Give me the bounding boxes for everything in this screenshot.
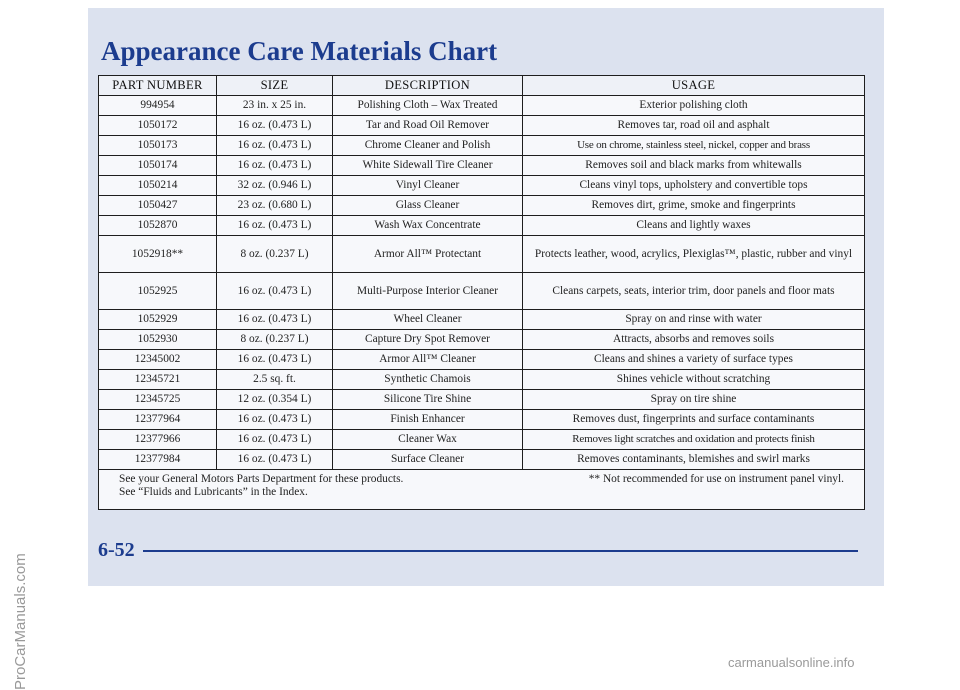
description-cell: Multi-Purpose Interior Cleaner: [333, 273, 523, 310]
description-cell: Polishing Cloth – Wax Treated: [333, 96, 523, 116]
usage-cell: Removes contaminants, blemishes and swirl marks: [523, 450, 865, 470]
usage-cell: Shines vehicle without scratching: [523, 370, 865, 390]
size-cell: 32 oz. (0.946 L): [217, 176, 333, 196]
size-cell: 8 oz. (0.237 L): [217, 330, 333, 350]
size-cell: 16 oz. (0.473 L): [217, 450, 333, 470]
usage-cell: Protects leather, wood, acrylics, Plexiglas™, plastic, rubber and vinyl: [523, 236, 865, 273]
description-cell: Chrome Cleaner and Polish: [333, 136, 523, 156]
part-number-cell: 12377964: [99, 410, 217, 430]
usage-cell: Removes dust, fingerprints and surface contaminants: [523, 410, 865, 430]
part-number-cell: 1052870: [99, 216, 217, 236]
side-watermark-text: ProCarManuals.com: [12, 553, 29, 690]
usage-cell: Spray on tire shine: [523, 390, 865, 410]
parts-note-line1: See your General Motors Parts Department for these products.: [119, 473, 404, 485]
description-cell: Wash Wax Concentrate: [333, 216, 523, 236]
page-rule: [143, 550, 858, 552]
header-description: DESCRIPTION: [333, 76, 523, 96]
part-number-cell: 1052930: [99, 330, 217, 350]
size-cell: 16 oz. (0.473 L): [217, 156, 333, 176]
usage-cell: Removes dirt, grime, smoke and fingerprints: [523, 196, 865, 216]
table-row: [99, 390, 865, 410]
description-cell: Finish Enhancer: [333, 410, 523, 430]
table-row: [99, 216, 865, 236]
usage-cell: Removes light scratches and oxidation and protects finish: [523, 430, 865, 450]
usage-cell: Cleans carpets, seats, interior trim, door panels and floor mats: [523, 273, 865, 310]
part-number-cell: 1052929: [99, 310, 217, 330]
size-cell: 16 oz. (0.473 L): [217, 116, 333, 136]
table-row: [99, 236, 865, 273]
table-row: [99, 330, 865, 350]
footer-notes: [99, 470, 865, 510]
header-usage: USAGE: [523, 76, 865, 96]
table-header-row: [99, 76, 865, 96]
header-part-number: PART NUMBER: [99, 76, 217, 96]
bottom-watermark: carmanualsonline.info: [728, 655, 855, 670]
part-number-cell: 1050214: [99, 176, 217, 196]
usage-cell: Removes tar, road oil and asphalt: [523, 116, 865, 136]
table-row: [99, 156, 865, 176]
part-number-cell: 12377966: [99, 430, 217, 450]
part-number-cell: 1050427: [99, 196, 217, 216]
size-cell: 16 oz. (0.473 L): [217, 350, 333, 370]
size-cell: 16 oz. (0.473 L): [217, 136, 333, 156]
part-number-cell: 994954: [99, 96, 217, 116]
usage-cell: Cleans and shines a variety of surface types: [523, 350, 865, 370]
footnote-double-asterisk: ** Not recommended for use on instrument panel vinyl.: [588, 473, 844, 485]
part-number-cell: 12345725: [99, 390, 217, 410]
table-row: [99, 410, 865, 430]
description-cell: Synthetic Chamois: [333, 370, 523, 390]
part-number-cell: 1050173: [99, 136, 217, 156]
table-row: [99, 196, 865, 216]
description-cell: Silicone Tire Shine: [333, 390, 523, 410]
description-cell: White Sidewall Tire Cleaner: [333, 156, 523, 176]
table-row: [99, 176, 865, 196]
part-number-cell: 1052918**: [99, 236, 217, 273]
size-cell: 16 oz. (0.473 L): [217, 216, 333, 236]
table-row: [99, 430, 865, 450]
materials-table: [98, 75, 865, 510]
usage-cell: Exterior polishing cloth: [523, 96, 865, 116]
part-number-cell: 12377984: [99, 450, 217, 470]
description-cell: Armor All™ Protectant: [333, 236, 523, 273]
part-number-cell: 12345002: [99, 350, 217, 370]
size-cell: 16 oz. (0.473 L): [217, 430, 333, 450]
table-row: [99, 370, 865, 390]
description-cell: Tar and Road Oil Remover: [333, 116, 523, 136]
description-cell: Glass Cleaner: [333, 196, 523, 216]
table-row: [99, 96, 865, 116]
usage-cell: Removes soil and black marks from whitewalls: [523, 156, 865, 176]
part-number-cell: 1050172: [99, 116, 217, 136]
page-title: Appearance Care Materials Chart: [101, 36, 498, 66]
description-cell: Vinyl Cleaner: [333, 176, 523, 196]
size-cell: 23 in. x 25 in.: [217, 96, 333, 116]
description-cell: Capture Dry Spot Remover: [333, 330, 523, 350]
page-number: 6-52: [98, 539, 135, 561]
size-cell: 12 oz. (0.354 L): [217, 390, 333, 410]
size-cell: 23 oz. (0.680 L): [217, 196, 333, 216]
size-cell: 16 oz. (0.473 L): [217, 273, 333, 310]
description-cell: Armor All™ Cleaner: [333, 350, 523, 370]
size-cell: 16 oz. (0.473 L): [217, 310, 333, 330]
usage-cell: Attracts, absorbs and removes soils: [523, 330, 865, 350]
description-cell: Cleaner Wax: [333, 430, 523, 450]
usage-cell: Cleans and lightly waxes: [523, 216, 865, 236]
part-number-cell: 12345721: [99, 370, 217, 390]
parts-note-line2: See “Fluids and Lubricants” in the Index.: [119, 486, 308, 498]
size-cell: 2.5 sq. ft.: [217, 370, 333, 390]
size-cell: 8 oz. (0.237 L): [217, 236, 333, 273]
table-row: [99, 350, 865, 370]
table-footer-row: [99, 470, 865, 510]
description-cell: Surface Cleaner: [333, 450, 523, 470]
table-row: [99, 310, 865, 330]
header-size: SIZE: [217, 76, 333, 96]
table-row: [99, 136, 865, 156]
size-cell: 16 oz. (0.473 L): [217, 410, 333, 430]
parts-note: [119, 473, 499, 499]
usage-cell: Cleans vinyl tops, upholstery and convertible tops: [523, 176, 865, 196]
usage-cell: Use on chrome, stainless steel, nickel, copper and brass: [523, 136, 865, 156]
usage-cell: Spray on and rinse with water: [523, 310, 865, 330]
table-row: [99, 116, 865, 136]
part-number-cell: 1052925: [99, 273, 217, 310]
table-row: [99, 273, 865, 310]
table-row: [99, 450, 865, 470]
part-number-cell: 1050174: [99, 156, 217, 176]
description-cell: Wheel Cleaner: [333, 310, 523, 330]
